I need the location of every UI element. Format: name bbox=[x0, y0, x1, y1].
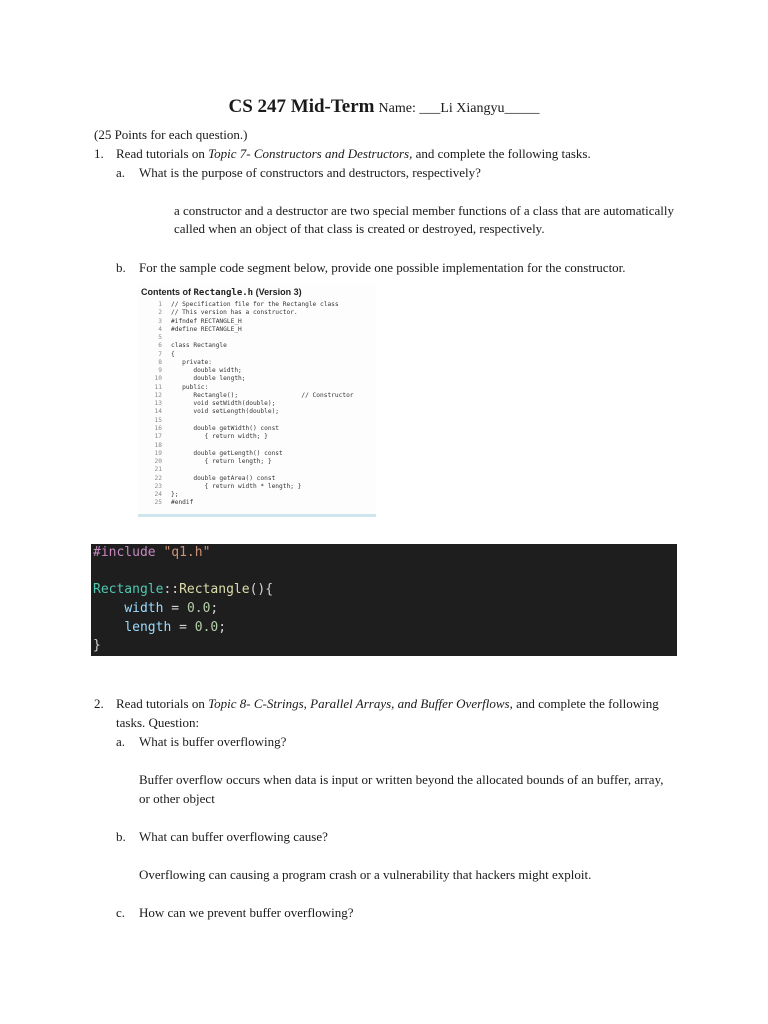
line-code: #ifndef RECTANGLE_H bbox=[171, 317, 242, 325]
line-code: // This version has a constructor. bbox=[171, 309, 298, 317]
q2-number: 2. bbox=[94, 696, 104, 711]
line-number: 3 bbox=[158, 317, 162, 325]
line-code: void setLength(double); bbox=[171, 408, 280, 416]
textbook-code-line bbox=[138, 466, 376, 474]
line-code: #define RECTANGLE_H bbox=[171, 325, 242, 333]
q1b-label: b. bbox=[116, 260, 126, 275]
q2b-question: What can buffer overflowing cause? bbox=[139, 829, 328, 844]
textbook-code-lines bbox=[138, 301, 376, 508]
textbook-code-line bbox=[138, 450, 376, 458]
line-number: 12 bbox=[154, 391, 162, 399]
textbook-code-line bbox=[138, 425, 376, 433]
textbook-code-line bbox=[138, 408, 376, 416]
line-code: double getLength() const bbox=[171, 449, 283, 457]
textbook-code-image bbox=[138, 284, 376, 517]
q2-topic: Topic 8- C-Strings, Parallel Arrays, and Buffer Overflows bbox=[208, 696, 510, 711]
line-number: 9 bbox=[158, 367, 162, 375]
textbook-code-line bbox=[138, 400, 376, 408]
q2b-answer: Overflowing can causing a program crash or a vulnerability that hackers might exploit. bbox=[139, 867, 592, 882]
textbook-code-line bbox=[138, 351, 376, 359]
textbook-code-heading: Contents of Rectangle.h (Version 3) bbox=[141, 287, 302, 298]
line-number: 19 bbox=[154, 449, 162, 457]
line-number: 7 bbox=[158, 350, 162, 358]
q2-intro: Read tutorials on Topic 8- C-Strings, Parallel Arrays, and Buffer Overflows, and complete the following bbox=[116, 696, 659, 711]
q2a-label: a. bbox=[116, 734, 126, 749]
textbook-code-line bbox=[138, 475, 376, 483]
line-number: 10 bbox=[154, 375, 162, 383]
line-code: double length; bbox=[171, 375, 246, 383]
q1a-question: What is the purpose of constructors and destructors, respectively? bbox=[139, 165, 481, 180]
line-code: Rectangle(); // Constructor bbox=[171, 391, 354, 399]
textbook-code-line bbox=[138, 442, 376, 450]
line-number: 15 bbox=[154, 416, 162, 424]
points-note: (25 Points for each question.) bbox=[94, 127, 248, 142]
line-code: double getArea() const bbox=[171, 474, 276, 482]
q1a-label: a. bbox=[116, 165, 126, 180]
line-number: 16 bbox=[154, 424, 162, 432]
line-code: public: bbox=[171, 383, 209, 391]
textbook-code-line bbox=[138, 499, 376, 507]
textbook-code-line bbox=[138, 309, 376, 317]
line-code: double getWidth() const bbox=[171, 424, 280, 432]
line-code: void setWidth(double); bbox=[171, 400, 276, 408]
textbook-code-line bbox=[138, 375, 376, 383]
q1-topic: Topic 7- Constructors and Destructors bbox=[208, 146, 410, 161]
line-number: 22 bbox=[154, 474, 162, 482]
q2a-answer-line2: or other object bbox=[139, 791, 215, 806]
line-code: class Rectangle bbox=[171, 342, 227, 350]
q2c-question: How can we prevent buffer overflowing? bbox=[139, 905, 354, 920]
code-line-include: #include "q1.h" bbox=[93, 545, 211, 560]
exam-title: CS 247 Mid-Term bbox=[228, 96, 375, 117]
q2b-label: b. bbox=[116, 829, 126, 844]
q2-intro-line2: tasks. Question: bbox=[116, 715, 200, 730]
line-number: 2 bbox=[158, 309, 162, 317]
textbook-code-line bbox=[138, 326, 376, 334]
textbook-code-line bbox=[138, 433, 376, 441]
line-number: 23 bbox=[154, 482, 162, 490]
line-number: 21 bbox=[154, 466, 162, 474]
textbook-code-line bbox=[138, 342, 376, 350]
textbook-code-line bbox=[138, 392, 376, 400]
q1-number: 1. bbox=[94, 146, 104, 161]
line-number: 24 bbox=[154, 491, 162, 499]
code-line-length: length = 0.0; bbox=[124, 620, 227, 635]
line-code: { return width; } bbox=[171, 433, 268, 441]
q2c-label: c. bbox=[116, 905, 126, 920]
q1a-answer: a constructor and a destructor are two special member functions of a class that are automatically called when an object of that class is created or destroyed, respectively. bbox=[174, 203, 674, 236]
textbook-code-line bbox=[138, 318, 376, 326]
textbook-code-line bbox=[138, 359, 376, 367]
line-code: { return length; } bbox=[171, 458, 272, 466]
textbook-code-line bbox=[138, 458, 376, 466]
answer-code-block bbox=[91, 544, 677, 656]
line-number: 25 bbox=[154, 499, 162, 507]
line-number: 17 bbox=[154, 433, 162, 441]
line-code: }; bbox=[171, 491, 179, 499]
line-number: 1 bbox=[158, 301, 162, 308]
line-code: double width; bbox=[171, 367, 242, 375]
textbook-code-line bbox=[138, 384, 376, 392]
q2a-question: What is buffer overflowing? bbox=[139, 734, 287, 749]
line-number: 8 bbox=[158, 358, 162, 366]
q1-intro: Read tutorials on Topic 7- Constructors and Destructors, and complete the following tasks. bbox=[116, 146, 591, 161]
line-number: 13 bbox=[154, 400, 162, 408]
student-name: Name: ___Li Xiangyu_____ bbox=[378, 101, 540, 116]
textbook-code-line bbox=[138, 483, 376, 491]
line-code: #endif bbox=[171, 499, 194, 507]
q2a-answer-line1: Buffer overflow occurs when data is input or written beyond the allocated bounds of an buffer, array, bbox=[139, 772, 664, 787]
textbook-code-line bbox=[138, 417, 376, 425]
textbook-code-line bbox=[138, 367, 376, 375]
line-number: 4 bbox=[158, 325, 162, 333]
textbook-code-line bbox=[138, 301, 376, 309]
textbook-code-line bbox=[138, 491, 376, 499]
line-number: 11 bbox=[154, 383, 162, 391]
line-code: { bbox=[171, 350, 175, 358]
line-code: // Specification file for the Rectangle class bbox=[171, 301, 339, 308]
line-number: 18 bbox=[154, 441, 162, 449]
page-title bbox=[0, 96, 768, 118]
code-line-ctor: Rectangle::Rectangle(){ bbox=[93, 582, 274, 597]
line-code: private: bbox=[171, 358, 212, 366]
code-line-width: width = 0.0; bbox=[124, 601, 219, 616]
code-line-close: } bbox=[93, 638, 101, 653]
textbook-code-line bbox=[138, 334, 376, 342]
line-number: 20 bbox=[154, 458, 162, 466]
line-number: 5 bbox=[158, 334, 162, 342]
line-number: 14 bbox=[154, 408, 162, 416]
line-code: { return width * length; } bbox=[171, 482, 302, 490]
line-number: 6 bbox=[158, 342, 162, 350]
q1b-question: For the sample code segment below, provide one possible implementation for the constructor. bbox=[139, 260, 626, 275]
